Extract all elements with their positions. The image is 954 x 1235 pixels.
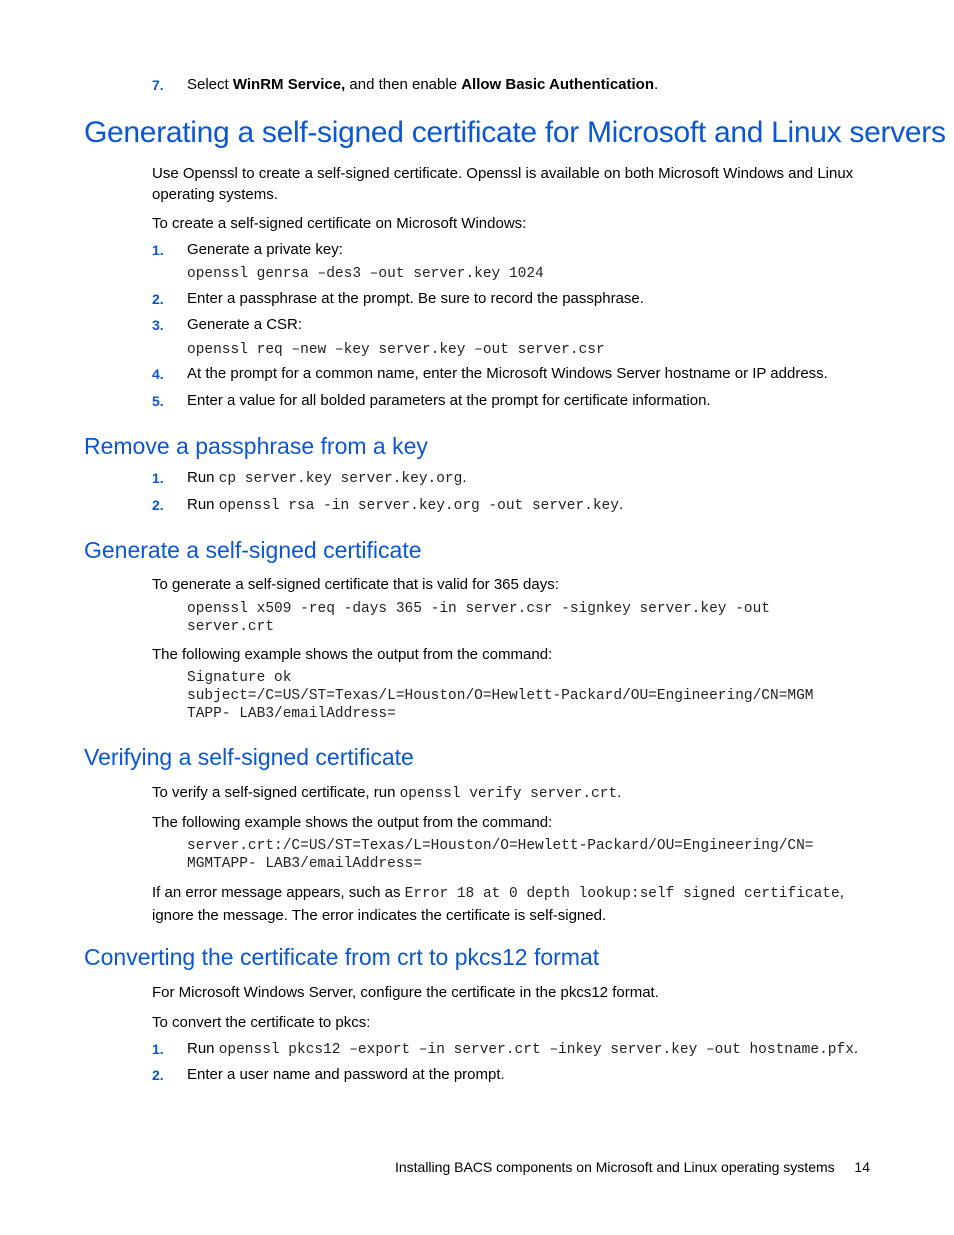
convert-paragraph: For Microsoft Windows Server, configure the certificate in the pkcs12 format. (152, 984, 659, 1001)
generate-output-intro: The following example shows the output from the command: (152, 646, 553, 663)
step-7-text: Select WinRM Service, and then enable Allow Basic Authentication. (187, 76, 659, 93)
remove-step-2: Run openssl rsa -in server.key.org -out server.key. (187, 496, 624, 514)
verify-output-intro: The following example shows the output from the command: (152, 814, 553, 831)
code-verify-output: server.crt:/C=US/ST=Texas/L=Houston/O=Hewlett-Packard/OU=Engineering/CN= MGMTAPP- LAB3/emailAddress= (187, 838, 814, 872)
inline-code: openssl verify server.crt (399, 786, 618, 802)
gen-step-5: Enter a value for all bolded parameters at the prompt for certificate information. (187, 392, 711, 409)
inline-code: openssl rsa -in server.key.org -out server.key (218, 498, 619, 514)
convert-paragraph-2: To convert the certificate to pkcs: (152, 1014, 371, 1031)
step-number: 2. (152, 291, 164, 307)
generate-paragraph: To generate a self-signed certificate that is valid for 365 days: (152, 576, 559, 593)
inline-code: Error 18 at 0 depth lookup:self signed certificate (404, 886, 840, 902)
page-title: Generating a self-signed certificate for Microsoft and Linux servers (84, 116, 946, 149)
gen-step-1: Generate a private key: (187, 241, 343, 258)
page-footer (395, 1159, 870, 1175)
verify-error-paragraph: If an error message appears, such as Error 18 at 0 depth lookup:self signed certificate, ignore the message. The error indicates the certificate is self-signed. (152, 884, 844, 924)
code-x509: openssl x509 -req -days 365 -in server.csr -signkey server.key -out server.crt (187, 601, 770, 635)
step-number: 2. (152, 497, 164, 513)
step-number: 2. (152, 1067, 164, 1083)
intro-paragraph: Use Openssl to create a self-signed certificate. Openssl is available on both Microsoft Windows and Linux operating systems. (152, 165, 854, 203)
code-genrsa: openssl genrsa –des3 –out server.key 1024 (187, 266, 544, 282)
winrm-service-label: WinRM Service, (232, 76, 346, 93)
step-number: 7. (152, 77, 164, 93)
footer-title: Installing BACS components on Microsoft and Linux operating systems (394, 1159, 835, 1175)
step-number: 1. (152, 1041, 164, 1057)
allow-basic-auth-label: Allow Basic Authentication (461, 76, 654, 93)
step-number: 1. (152, 470, 164, 486)
section-heading-verify: Verifying a self-signed certificate (84, 744, 414, 770)
inline-code: cp server.key server.key.org (218, 471, 463, 487)
inline-code: openssl pkcs12 –export –in server.crt –inkey server.key –out hostname.pfx (218, 1042, 854, 1058)
section-heading-convert: Converting the certificate from crt to pkcs12 format (84, 944, 600, 970)
gen-step-2: Enter a passphrase at the prompt. Be sure to record the passphrase. (187, 290, 644, 307)
verify-paragraph: To verify a self-signed certificate, run openssl verify server.crt. (152, 784, 622, 802)
page-number: 14 (854, 1159, 870, 1175)
step-number: 4. (152, 366, 164, 382)
convert-step-2: Enter a user name and password at the prompt. (187, 1066, 505, 1083)
step-number: 5. (152, 393, 164, 409)
section-heading-remove: Remove a passphrase from a key (84, 433, 428, 459)
code-signature-output: Signature ok subject=/C=US/ST=Texas/L=Houston/O=Hewlett-Packard/OU=Engineering/CN=MGM TAPP- LAB3/emailAddress= (187, 670, 814, 722)
step-number: 1. (152, 242, 164, 258)
intro-paragraph-2: To create a self-signed certificate on Microsoft Windows: (152, 215, 527, 232)
convert-step-1: Run openssl pkcs12 –export –in server.crt –inkey server.key –out hostname.pfx. (187, 1040, 859, 1058)
gen-step-4: At the prompt for a common name, enter the Microsoft Windows Server hostname or IP address. (187, 365, 828, 382)
step-number: 3. (152, 317, 164, 333)
section-heading-generate: Generate a self-signed certificate (84, 537, 422, 563)
remove-step-1: Run cp server.key server.key.org. (187, 469, 467, 487)
gen-step-3: Generate a CSR: (187, 316, 303, 333)
code-req: openssl req –new –key server.key –out server.csr (187, 342, 605, 358)
